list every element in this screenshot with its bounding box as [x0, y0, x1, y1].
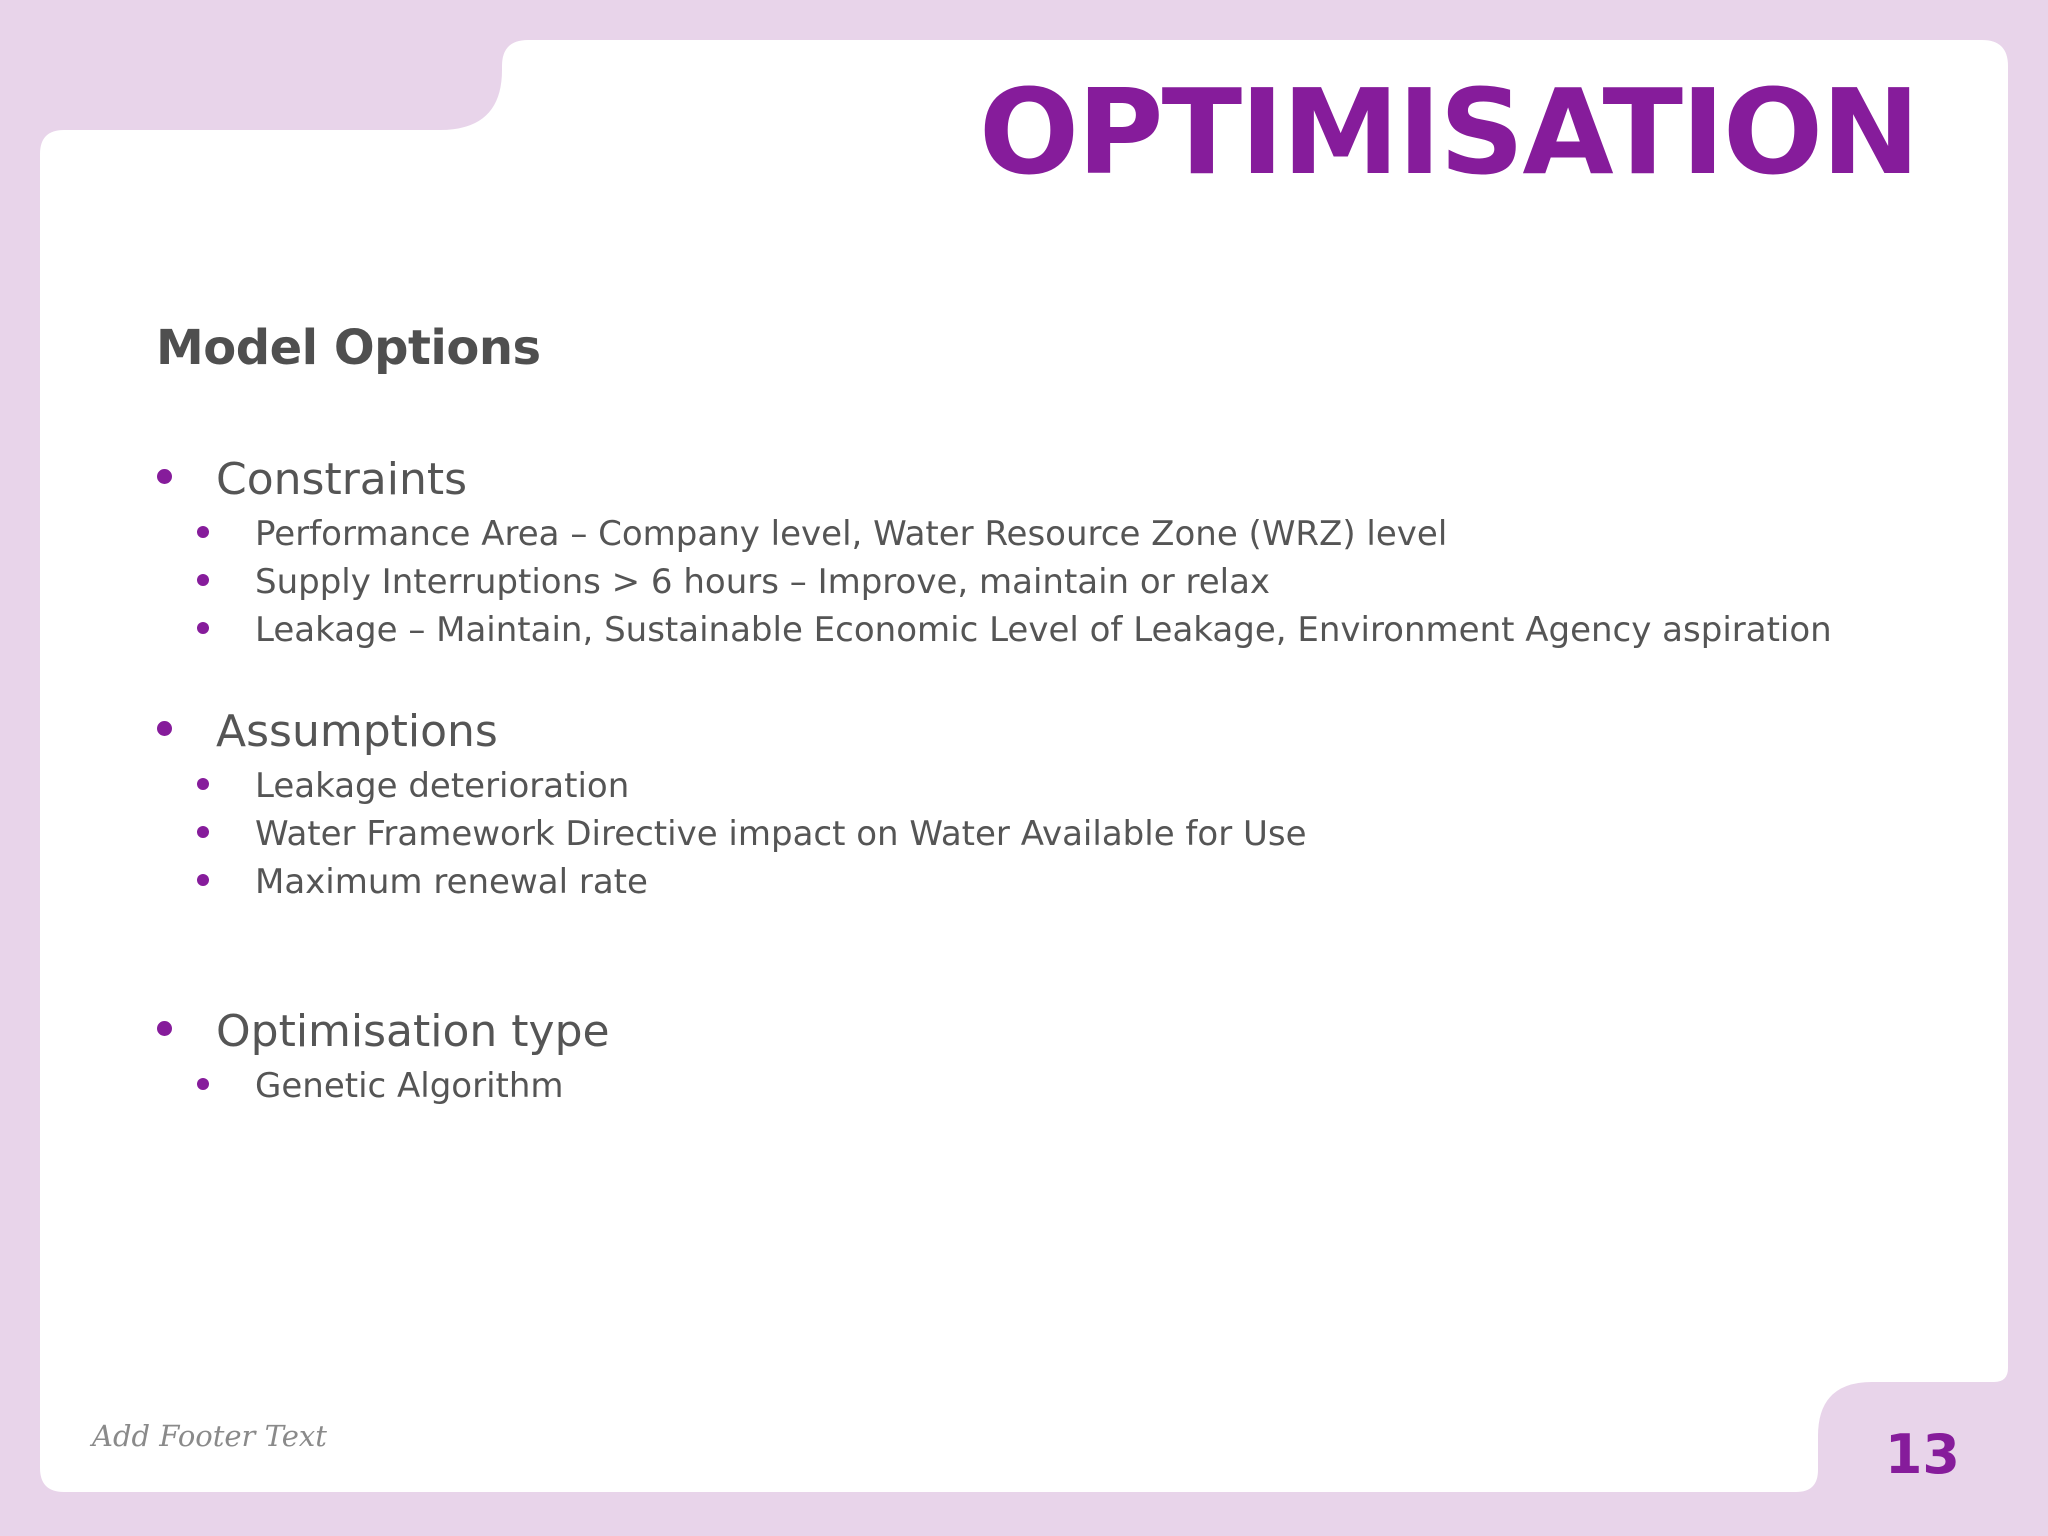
sub-bullet	[0, 1062, 1900, 1110]
bullet-label: Constraints	[216, 454, 468, 505]
section-heading: Model Options	[156, 320, 541, 376]
bullet-dot	[157, 1021, 172, 1036]
bullet-dot	[197, 622, 209, 634]
bullet-dot	[197, 526, 209, 538]
sub-bullet	[0, 810, 1900, 858]
sub-bullet	[0, 510, 1900, 558]
bullet-dot	[157, 469, 172, 484]
sub-bullet	[0, 558, 1900, 606]
bullet-dot	[197, 826, 209, 838]
optimisation-type-group	[0, 1002, 1900, 1110]
sub-bullet-text: Water Framework Directive impact on Water Available for Use	[255, 814, 1307, 854]
bullet-dot	[197, 574, 209, 586]
sub-bullet-text: Performance Area – Company level, Water Resource Zone (WRZ) level	[255, 514, 1448, 554]
sub-bullet	[0, 762, 1900, 810]
sub-bullet-text: Genetic Algorithm	[255, 1066, 564, 1106]
page-number: 13	[1884, 1423, 1960, 1486]
sub-bullet	[0, 858, 1900, 906]
bullet-dot	[157, 721, 172, 736]
sub-bullet-text: Supply Interruptions > 6 hours – Improve, maintain or relax	[255, 562, 1271, 602]
sub-bullet-text: Leakage – Maintain, Sustainable Economic Level of Leakage, Environment Agency aspiration	[255, 610, 1832, 650]
bullet-label: Assumptions	[216, 706, 498, 757]
assumptions-group	[0, 702, 1900, 906]
sub-bullet	[0, 606, 1900, 654]
bullet-dot	[197, 778, 209, 790]
bullet-dot	[197, 874, 209, 886]
sub-bullet-text: Leakage deterioration	[255, 766, 630, 806]
bullet-optimisation-type	[0, 1002, 1900, 1062]
footer-text: Add Footer Text	[92, 1419, 327, 1453]
constraints-group	[0, 450, 1900, 654]
bullet-label: Optimisation type	[216, 1006, 610, 1057]
bullet-constraints	[0, 450, 1900, 510]
sub-bullet-text: Maximum renewal rate	[255, 862, 648, 902]
bullet-dot	[197, 1078, 209, 1090]
slide-title: OPTIMISATION	[978, 63, 1918, 201]
bullet-assumptions	[0, 702, 1900, 762]
